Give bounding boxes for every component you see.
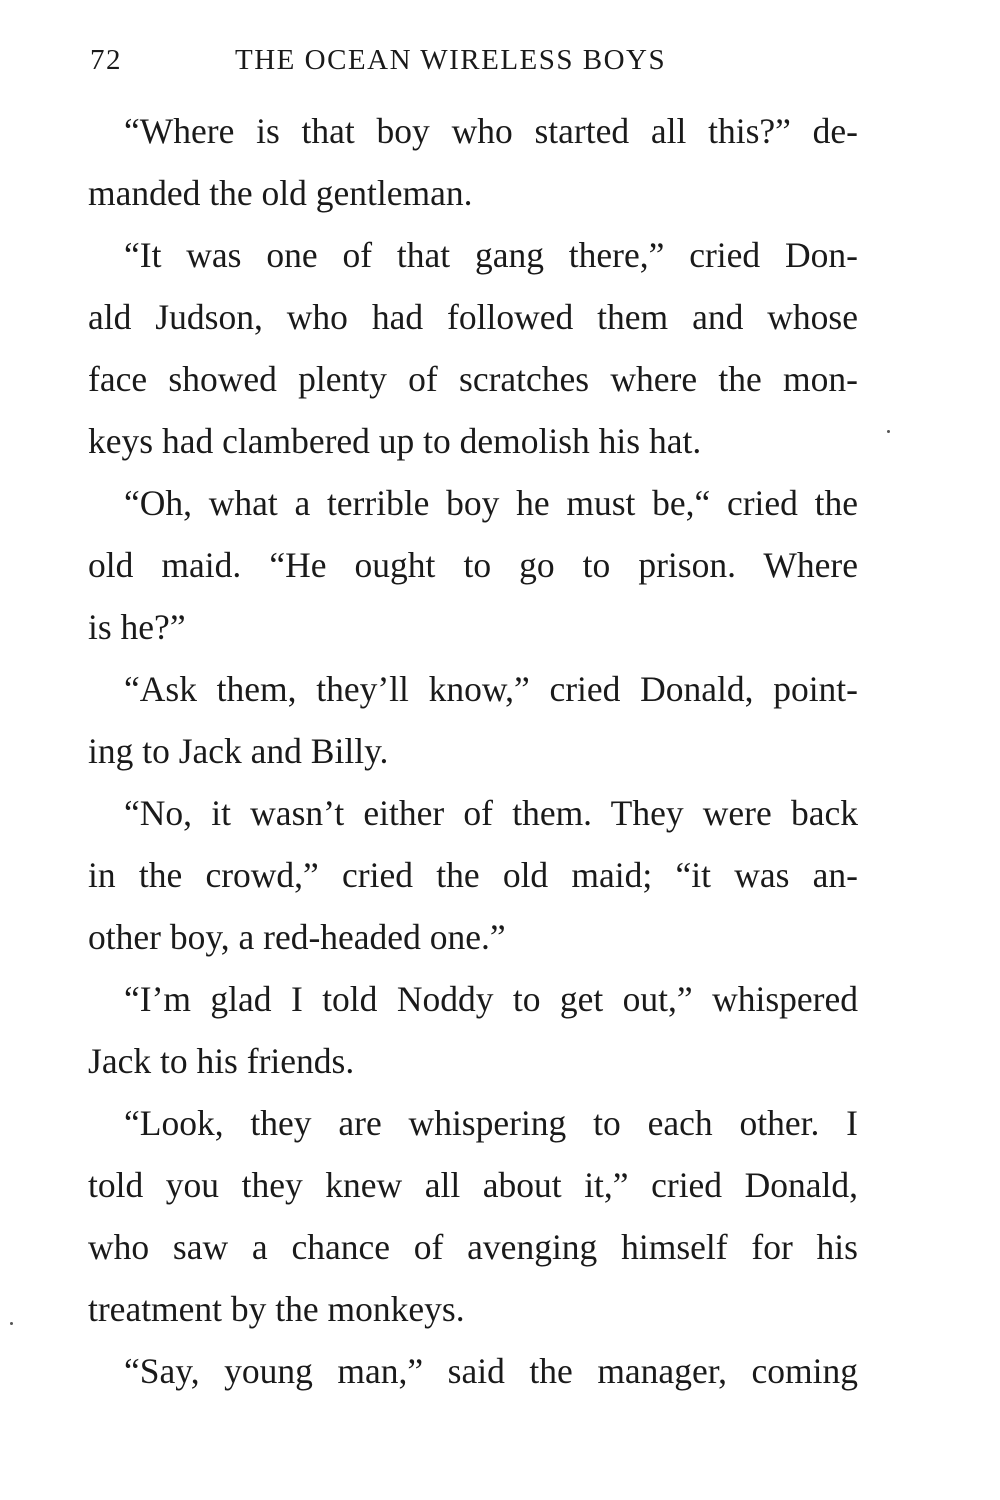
text-line: “Where is that boy who started all this?” de- — [124, 111, 858, 151]
text-line: ald Judson, who had followed them and whose — [88, 297, 858, 337]
print-speck — [10, 1322, 13, 1325]
text-line: told you they knew all about it,” cried Donald, — [88, 1165, 858, 1205]
text-line: “Ask them, they’ll know,” cried Donald, point- — [124, 669, 858, 709]
text-line: “Say, young man,” said the manager, coming — [124, 1351, 858, 1391]
text-line: other boy, a red-headed one.” — [88, 917, 506, 957]
body-text — [88, 100, 858, 1402]
text-line: manded the old gentleman. — [88, 173, 473, 213]
text-line: face showed plenty of scratches where the mon- — [88, 359, 858, 399]
running-title: THE OCEAN WIRELESS BOYS — [235, 44, 667, 76]
text-line: in the crowd,” cried the old maid; “it was an- — [88, 855, 858, 895]
text-line: is he?” — [88, 607, 186, 647]
text-line: “No, it wasn’t either of them. They were back — [124, 793, 858, 833]
page-number: 72 — [90, 44, 122, 76]
text-line: “Look, they are whispering to each other. I — [124, 1103, 858, 1143]
page-header — [90, 44, 860, 84]
text-line: treatment by the monkeys. — [88, 1289, 465, 1329]
text-line: “I’m glad I told Noddy to get out,” whispered — [124, 979, 858, 1019]
print-speck — [887, 430, 890, 433]
text-line: keys had clambered up to demolish his hat. — [88, 421, 702, 461]
text-line: “It was one of that gang there,” cried Don- — [124, 235, 858, 275]
text-line: Jack to his friends. — [88, 1041, 355, 1081]
text-line: “Oh, what a terrible boy he must be,“ cried the — [124, 483, 858, 523]
text-line: ing to Jack and Billy. — [88, 731, 389, 771]
text-line: old maid. “He ought to go to prison. Where — [88, 545, 858, 585]
text-line: who saw a chance of avenging himself for his — [88, 1227, 858, 1267]
